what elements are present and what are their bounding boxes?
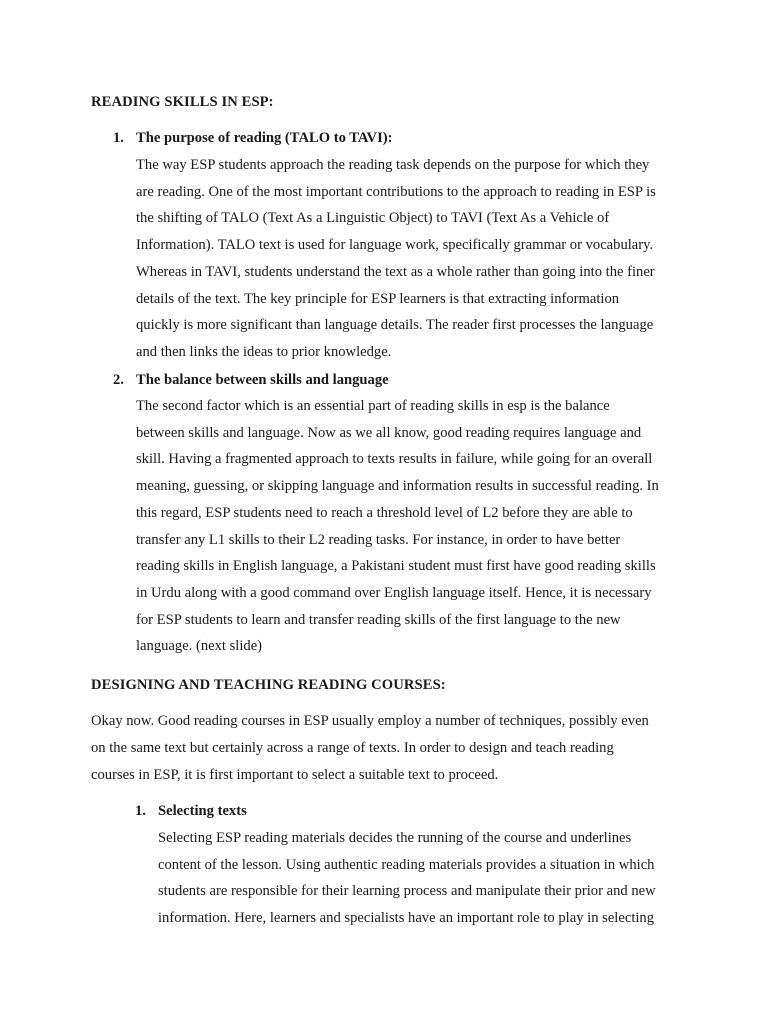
- text-line: content of the lesson. Using authentic reading materials provides a situation in which: [158, 856, 655, 873]
- text-line: are reading. One of the most important contributions to the approach to reading in ESP is: [136, 183, 656, 200]
- text-line: language. (next slide): [136, 638, 263, 655]
- text-line: courses in ESP, it is first important to select a suitable text to proceed.: [91, 767, 499, 783]
- intro-paragraph: [91, 708, 676, 789]
- list-number: 1.: [135, 803, 146, 819]
- text-line: Okay now. Good reading courses in ESP usually employ a number of techniques, possibly even: [91, 713, 649, 729]
- text-line: and then links the ideas to prior knowledge.: [136, 343, 392, 360]
- list-number: 2.: [113, 372, 124, 388]
- text-line: transfer any L1 skills to their L2 reading tasks. For instance, in order to have better: [136, 531, 621, 548]
- text-line: Selecting ESP reading materials decides the running of the course and underlines: [158, 830, 632, 846]
- list-item-title: The purpose of reading (TALO to TAVI):: [136, 130, 393, 146]
- text-line: Whereas in TAVI, students understand the text as a whole rather than going into the finer: [136, 263, 655, 280]
- text-line: details of the text. The key principle for ESP learners is that extracting information: [136, 290, 620, 307]
- text-line: on the same text but certainly across a range of texts. In order to design and teach reading: [91, 740, 614, 756]
- text-line: skill. Having a fragmented approach to texts results in failure, while going for an overall: [136, 451, 653, 468]
- text-line: this regard, ESP students need to reach a threshold level of L2 before they are able to: [136, 504, 633, 521]
- text-line: information. Here, learners and specialists have an important role to play in selecting: [158, 910, 655, 927]
- text-line: The way ESP students approach the reading task depends on the purpose for which they: [136, 157, 650, 173]
- list-item-body: [136, 152, 676, 366]
- list-item-title: The balance between skills and language: [136, 372, 389, 388]
- text-line: in Urdu along with a good command over English language itself. Hence, it is necessary: [136, 584, 652, 601]
- section-heading-reading-skills: READING SKILLS IN ESP:: [91, 94, 274, 110]
- text-line: students are responsible for their learning process and manipulate their prior and new: [158, 883, 656, 900]
- text-line: for ESP students to learn and transfer reading skills of the first language to the new: [136, 611, 621, 628]
- text-line: the shifting of TALO (Text As a Linguistic Object) to TAVI (Text As a Vehicle of: [136, 210, 610, 227]
- list-item-title: Selecting texts: [158, 803, 247, 819]
- text-line: The second factor which is an essential part of reading skills in esp is the balance: [136, 398, 610, 414]
- list-number: 1.: [113, 130, 124, 146]
- text-line: between skills and language. Now as we all know, good reading requires language and: [136, 424, 642, 441]
- list-item-body: [136, 393, 676, 660]
- text-line: Information). TALO text is used for language work, specifically grammar or vocabulary.: [136, 237, 654, 254]
- list-item-body: [158, 825, 678, 932]
- text-line: reading skills in English language, a Pakistani student must first have good reading skills: [136, 558, 656, 575]
- section-heading-designing-courses: DESIGNING AND TEACHING READING COURSES:: [91, 677, 446, 693]
- text-line: meaning, guessing, or skipping language and information results in successful reading. In: [136, 478, 659, 495]
- text-line: quickly is more significant than language details. The reader first processes the language: [136, 317, 654, 334]
